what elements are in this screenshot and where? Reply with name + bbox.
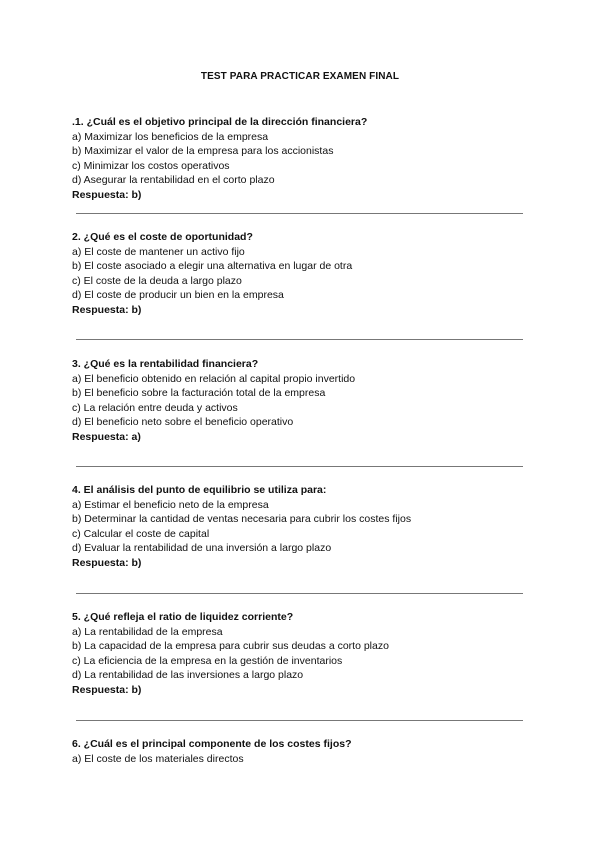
option-c: c) La eficiencia de la empresa en la gestión de inventarios [72, 654, 343, 667]
question-text: 5. ¿Qué refleja el ratio de liquidez corriente? [72, 611, 294, 623]
option-d: d) El beneficio neto sobre el beneficio operativo [72, 416, 294, 429]
question-block [72, 737, 532, 766]
document-title: TEST PARA PRACTICAR EXAMEN FINAL [200, 71, 400, 82]
answer-text: Respuesta: b) [72, 683, 142, 696]
question-text: .1. ¿Cuál es el objetivo principal de la dirección financiera? [72, 116, 368, 128]
option-a: a) El coste de mantener un activo fijo [72, 245, 245, 258]
answer-text: Respuesta: b) [72, 188, 142, 201]
question-text: 6. ¿Cuál es el principal componente de los costes fijos? [72, 738, 352, 750]
option-b: b) Determinar la cantidad de ventas necesaria para cubrir los costes fijos [72, 513, 412, 526]
question-text: 3. ¿Qué es la rentabilidad financiera? [72, 358, 259, 370]
question-block [72, 357, 532, 445]
option-a: a) El beneficio obtenido en relación al capital propio invertido [72, 372, 356, 385]
answer-text: Respuesta: b) [72, 303, 142, 316]
option-c: c) La relación entre deuda y activos [72, 401, 238, 414]
separator-line [76, 213, 523, 214]
separator-line [76, 466, 523, 467]
separator-line [76, 339, 523, 340]
option-d: d) Evaluar la rentabilidad de una inversión a largo plazo [72, 542, 332, 555]
question-text: 4. El análisis del punto de equilibrio se utiliza para: [72, 484, 327, 496]
option-b: b) Maximizar el valor de la empresa para los accionistas [72, 145, 334, 158]
option-b: b) El coste asociado a elegir una alternativa en lugar de otra [72, 260, 353, 273]
option-a: a) Maximizar los beneficios de la empresa [72, 130, 269, 143]
question-text: 2. ¿Qué es el coste de oportunidad? [72, 231, 253, 243]
answer-text: Respuesta: a) [72, 430, 141, 443]
separator-line [76, 593, 523, 594]
option-a: a) Estimar el beneficio neto de la empresa [72, 498, 269, 511]
answer-text: Respuesta: b) [72, 556, 142, 569]
option-c: c) Minimizar los costos operativos [72, 159, 230, 172]
option-c: c) Calcular el coste de capital [72, 527, 210, 540]
option-b: b) La capacidad de la empresa para cubrir sus deudas a corto plazo [72, 640, 389, 653]
question-block [72, 115, 532, 203]
option-d: d) La rentabilidad de las inversiones a largo plazo [72, 669, 304, 682]
question-block [72, 483, 532, 571]
question-block [72, 610, 532, 698]
option-b: b) El beneficio sobre la facturación total de la empresa [72, 387, 326, 400]
option-d: d) El coste de producir un bien en la empresa [72, 289, 284, 302]
question-block [72, 230, 532, 318]
option-c: c) El coste de la deuda a largo plazo [72, 274, 242, 287]
option-d: d) Asegurar la rentabilidad en el corto plazo [72, 174, 275, 187]
option-a: a) El coste de los materiales directos [72, 752, 244, 765]
option-a: a) La rentabilidad de la empresa [72, 625, 223, 638]
separator-line [76, 720, 523, 721]
